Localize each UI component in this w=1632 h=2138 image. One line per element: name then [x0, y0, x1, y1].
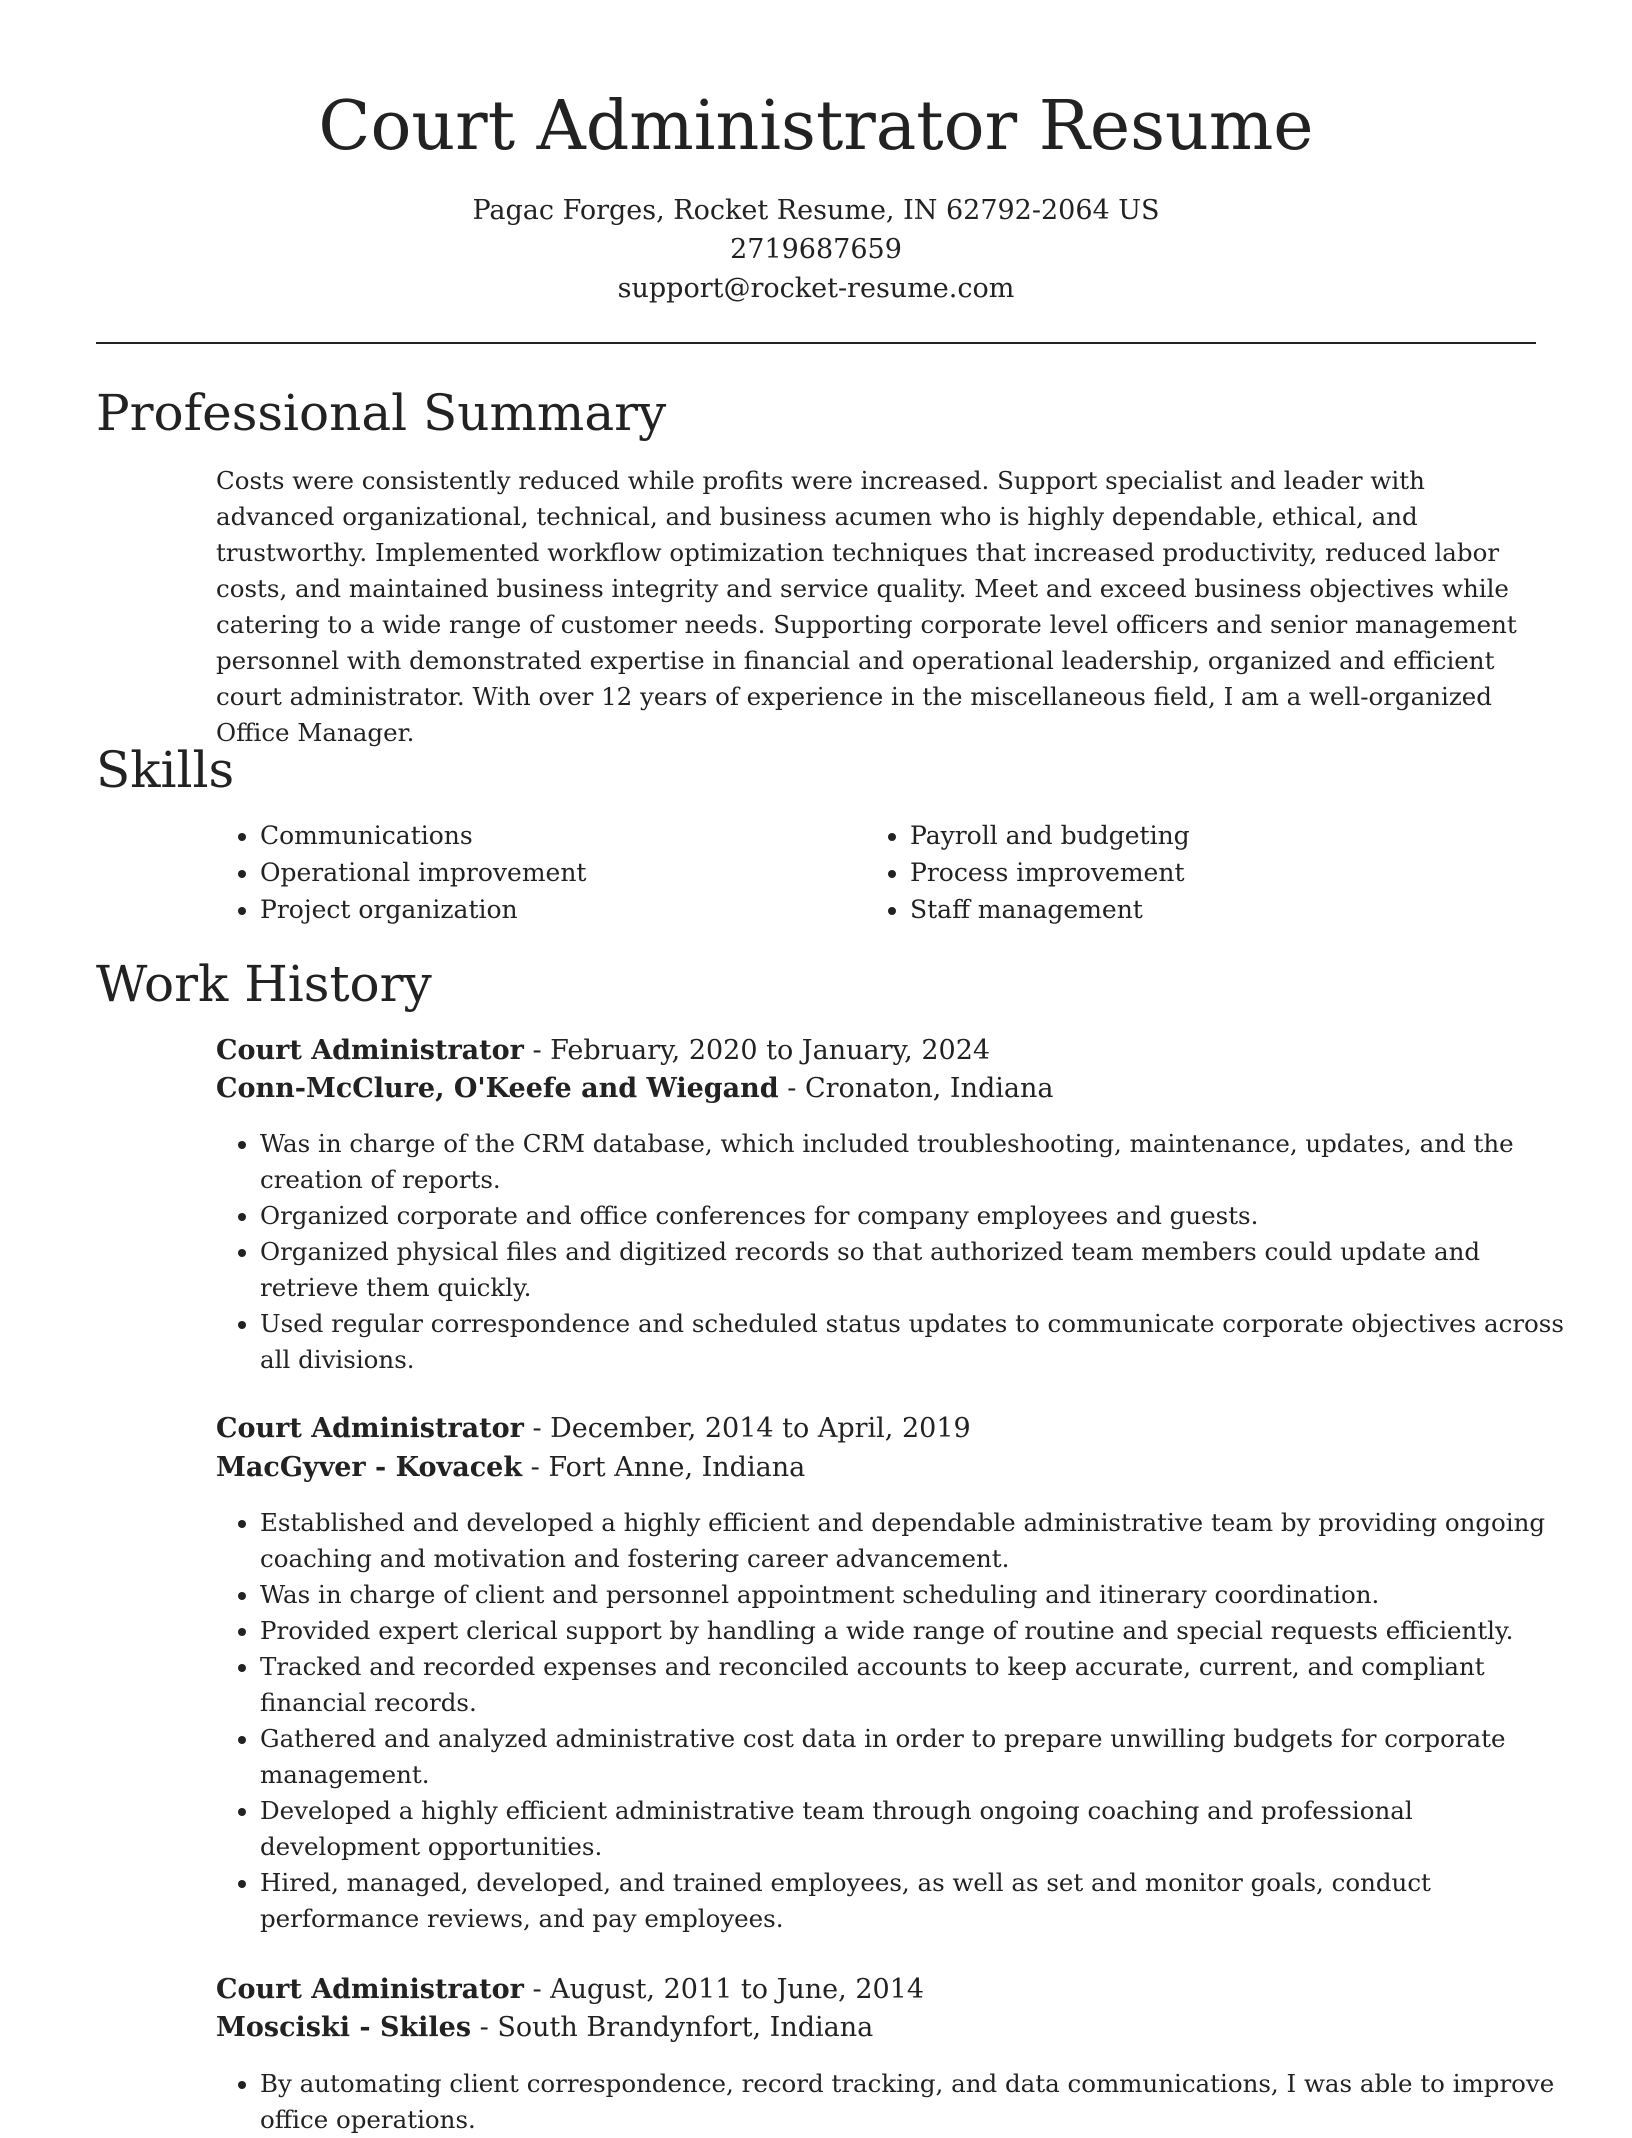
- skills-heading: Skills: [96, 741, 235, 799]
- resume-title: Court Administrator Resume: [318, 87, 1314, 166]
- job-dates: - December, 2014 to April, 2019: [523, 1413, 971, 1444]
- summary-text: Costs were consistently reduced while profits were increased. Support specialist and leader with advanced organizational, technical, and business acumen who is highly dependable, ethical, and trustworthy. Implemented workflow optimization techniques that increased productivity, reduced labor costs, and maintained business integrity and service quality. Meet and exceed business objectives while catering to a wide range of customer needs. Supporting corporate level officers and senior management personnel with demonstrated expertise in financial and operational leadership, organized and efficient court administrator. With over 12 years of experience in the miscellaneous field, I am a well-organized Office Manager.: [216, 466, 1517, 747]
- list-item: • Established and developed a highly efficient and dependable administrative team by providing ongoing coaching and motivation and fostering career advancement.: [260, 1505, 1580, 1577]
- summary-heading: Professional Summary: [96, 384, 667, 442]
- list-item: • Was in charge of the CRM database, which included troubleshooting, maintenance, updates, and the creation of reports.: [260, 1126, 1580, 1198]
- skill-item: • Operational improvement: [260, 854, 586, 891]
- job-title: Court Administrator: [216, 1974, 524, 2005]
- list-item: • Tracked and recorded expenses and reconciled accounts to keep accurate, current, and compliant financial records.: [260, 1649, 1580, 1721]
- job-location: - Fort Anne, Indiana: [522, 1452, 806, 1483]
- job-company-line: [216, 2009, 873, 2047]
- skill-item: • Communications: [260, 817, 586, 854]
- list-item: • Gathered and analyzed administrative cost data in order to prepare unwilling budgets for corporate management.: [260, 1721, 1580, 1793]
- work-heading: Work History: [96, 955, 432, 1013]
- job-bullets: [216, 2066, 1580, 2138]
- skills-list-right: [866, 817, 1190, 928]
- job-title-line: [216, 1971, 924, 2009]
- job-dates: - August, 2011 to June, 2014: [523, 1974, 925, 2005]
- job-company-line: [216, 1070, 1053, 1108]
- contact-email: support@rocket-resume.com: [617, 273, 1015, 304]
- list-item: • Used regular correspondence and scheduled status updates to communicate corporate objectives across all divisions.: [260, 1306, 1580, 1378]
- skill-item: • Payroll and budgeting: [910, 817, 1190, 854]
- list-item: • By automating client correspondence, record tracking, and data communications, I was able to improve office operations.: [260, 2066, 1580, 2138]
- skill-item: • Staff management: [910, 891, 1190, 928]
- job-company: Mosciski - Skiles: [216, 2012, 472, 2043]
- skill-item: • Process improvement: [910, 854, 1190, 891]
- job-dates: - February, 2020 to January, 2024: [523, 1035, 991, 1066]
- job-location: - Cronaton, Indiana: [778, 1073, 1054, 1104]
- list-item: • Provided expert clerical support by handling a wide range of routine and special requests efficiently.: [260, 1613, 1580, 1649]
- list-item: • Organized corporate and office conferences for company employees and guests.: [260, 1198, 1580, 1234]
- job-company: MacGyver - Kovacek: [216, 1452, 523, 1483]
- job-title-line: [216, 1032, 990, 1070]
- contact-address: Pagac Forges, Rocket Resume, IN 62792-2064 US: [472, 195, 1160, 226]
- job-company: Conn-McClure, O'Keefe and Wiegand: [216, 1073, 779, 1104]
- job-title: Court Administrator: [216, 1413, 524, 1444]
- list-item: • Developed a highly efficient administrative team through ongoing coaching and professional development opportunities.: [260, 1793, 1580, 1865]
- skill-item: • Project organization: [260, 891, 586, 928]
- list-item: • Hired, managed, developed, and trained employees, as well as set and monitor goals, conduct performance reviews, and pay employees.: [260, 1865, 1580, 1937]
- contact-phone: 2719687659: [730, 234, 902, 265]
- list-item: • Was in charge of client and personnel appointment scheduling and itinerary coordination.: [260, 1577, 1580, 1613]
- job-bullets: [216, 1505, 1580, 1937]
- job-location: - South Brandynfort, Indiana: [471, 2012, 874, 2043]
- list-item: • Organized physical files and digitized records so that authorized team members could update and retrieve them quickly.: [260, 1234, 1580, 1306]
- job-company-line: [216, 1449, 805, 1487]
- contact-block: [0, 191, 1632, 308]
- job-title: Court Administrator: [216, 1035, 524, 1066]
- job-title-line: [216, 1410, 971, 1448]
- skills-list-left: [216, 817, 586, 928]
- job-bullets: [216, 1126, 1580, 1378]
- header-divider: [96, 342, 1536, 344]
